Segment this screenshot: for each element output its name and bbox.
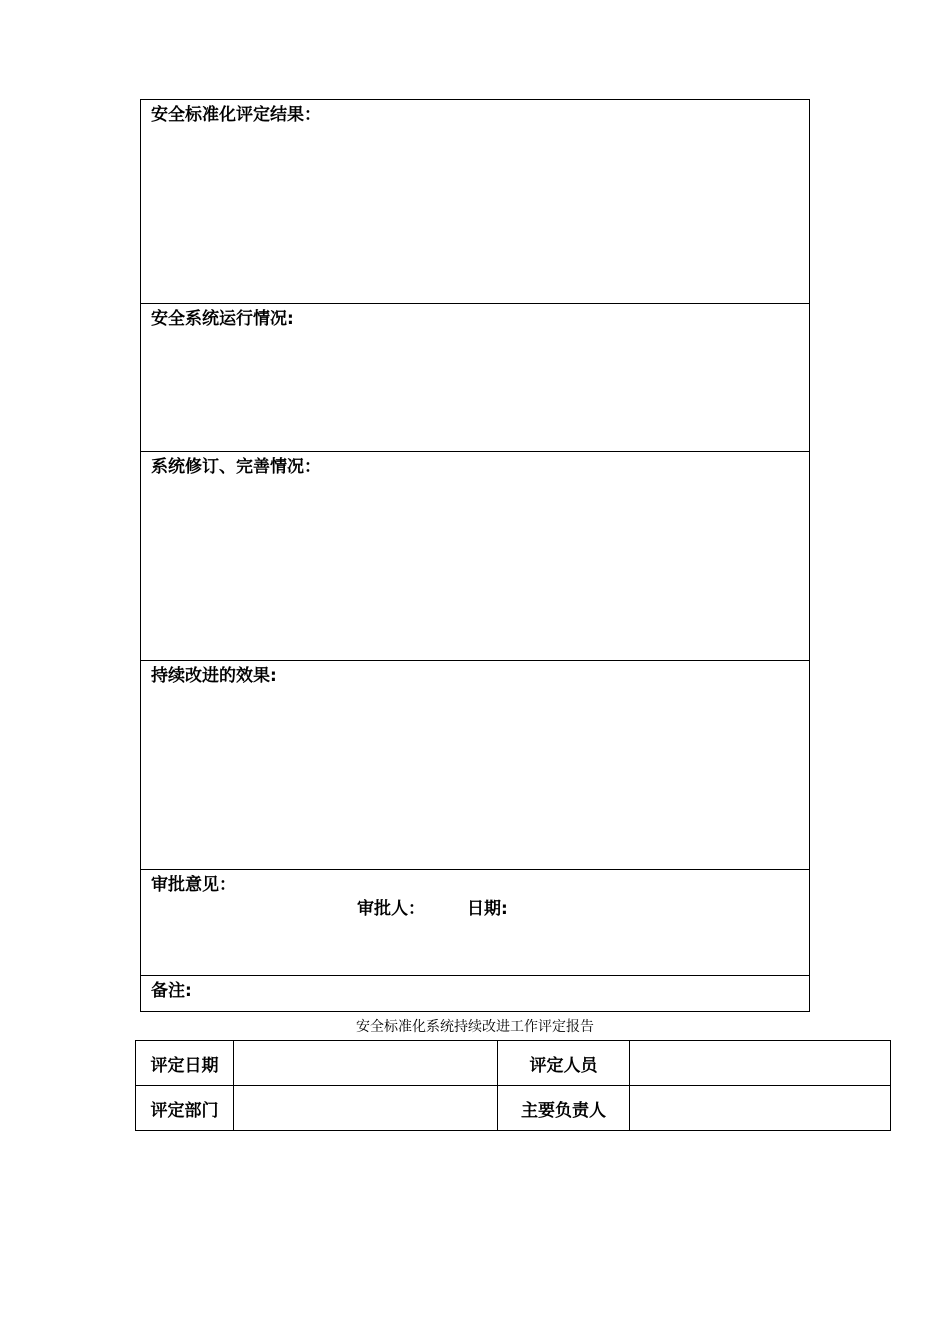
approval-row (141, 870, 810, 976)
revision-row (141, 452, 810, 661)
evaluation-result-cell[interactable] (141, 100, 810, 304)
revision-cell[interactable] (141, 452, 810, 661)
system-operation-cell[interactable] (141, 304, 810, 452)
system-operation-label: 安全系统运行情况: (151, 309, 294, 329)
remarks-label: 备注: (151, 981, 192, 1001)
approval-signoff (357, 898, 508, 920)
responsible-person-label: 主要负责人 (498, 1086, 630, 1131)
improvement-effect-cell[interactable] (141, 661, 810, 870)
department-label: 评定部门 (136, 1086, 234, 1131)
lower-form-row-2 (136, 1086, 891, 1131)
lower-form-table (135, 1040, 891, 1131)
improvement-effect-row (141, 661, 810, 870)
evaluation-date-label: 评定日期 (136, 1041, 234, 1086)
evaluation-result-label: 安全标准化评定结果： (151, 105, 321, 125)
approval-opinion-label: 审批意见： (151, 875, 236, 895)
lower-form-row-1 (136, 1041, 891, 1086)
department-field[interactable] (234, 1086, 498, 1131)
responsible-person-field[interactable] (630, 1086, 891, 1131)
remarks-cell[interactable] (141, 976, 810, 1012)
upper-form-table (140, 99, 810, 1012)
approval-date-label: 日期: (467, 899, 508, 919)
remarks-row (141, 976, 810, 1012)
approval-cell[interactable] (141, 870, 810, 976)
system-operation-row (141, 304, 810, 452)
evaluation-date-field[interactable] (234, 1041, 498, 1086)
revision-label: 系统修订、完善情况： (151, 457, 321, 477)
approver-label: 审批人： (357, 899, 425, 919)
improvement-effect-label: 持续改进的效果: (151, 666, 277, 686)
report-caption: 安全标准化系统持续改进工作评定报告 (356, 1019, 594, 1035)
evaluation-result-row (141, 100, 810, 304)
evaluator-label: 评定人员 (498, 1041, 630, 1086)
evaluator-field[interactable] (630, 1041, 891, 1086)
